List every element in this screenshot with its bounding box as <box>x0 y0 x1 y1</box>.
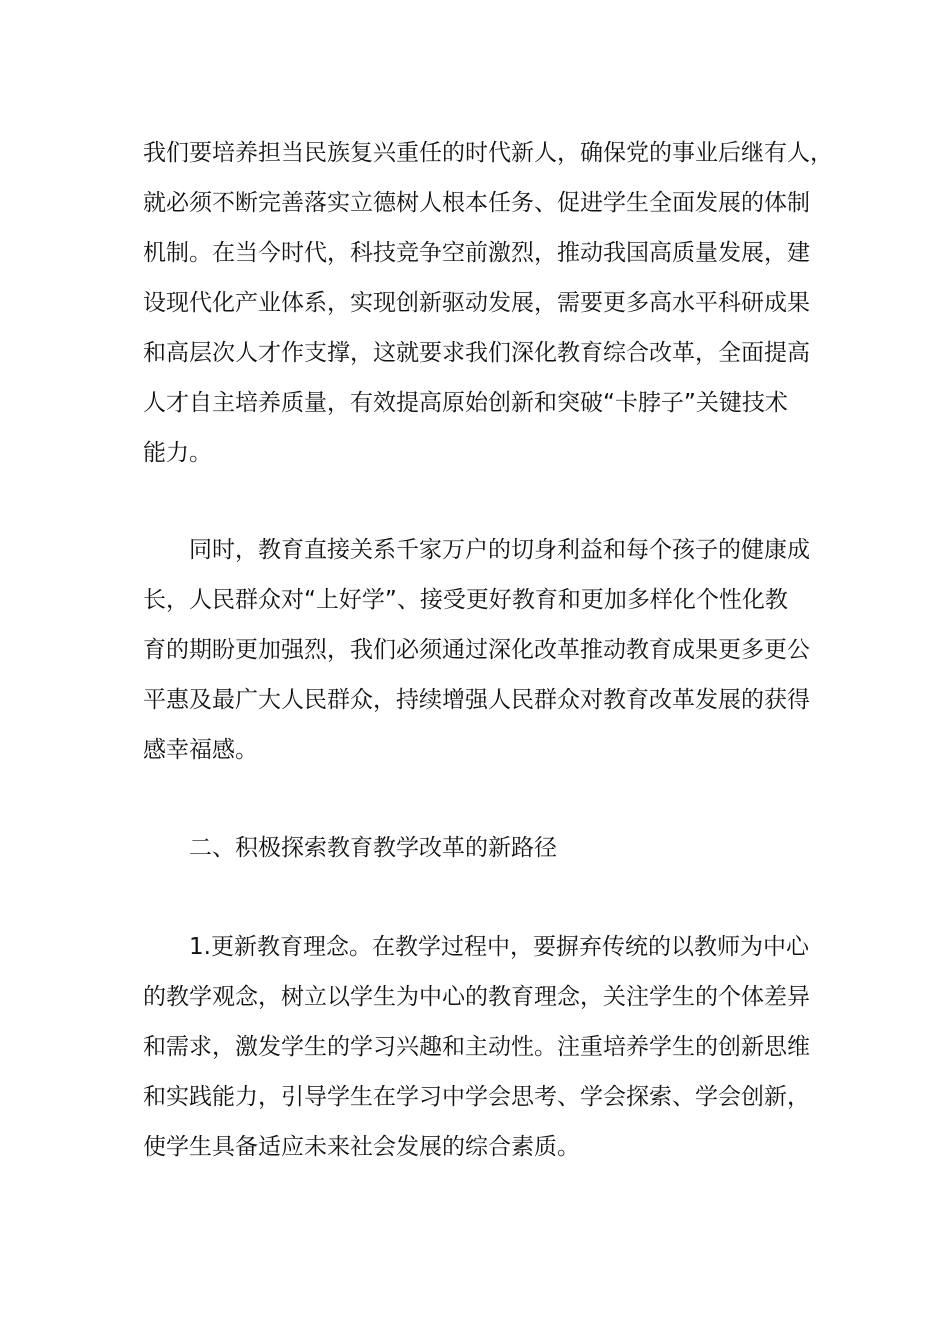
paragraph-line: 1.更新教育理念。在教学过程中，要摒弃传统的以教师为中心 <box>189 934 809 960</box>
paragraph-line: 和需求，激发学生的学习兴趣和主动性。注重培养学生的创新思维 <box>143 1034 810 1060</box>
paragraph-line: 机制。在当今时代，科技竞争空前激烈，推动我国高质量发展，建 <box>143 240 810 266</box>
paragraph-line: 和高层次人才作支撑，这就要求我们深化教育综合改革，全面提高 <box>143 340 810 366</box>
paragraph-line: 感幸福感。 <box>143 737 258 763</box>
paragraph-line: 长，人民群众对“上好学”、接受更好教育和更加多样化个性化教 <box>143 587 788 613</box>
paragraph-line: 人才自主培养质量，有效提高原始创新和突破“卡脖子”关键技术 <box>143 390 788 416</box>
paragraph-2 <box>143 525 815 775</box>
paragraph-line: 设现代化产业体系，实现创新驱动发展，需要更多高水平科研成果 <box>143 290 810 316</box>
section-heading-text: 二、积极探索教育教学改革的新路径 <box>189 835 557 861</box>
paragraph-line: 和实践能力，引导学生在学习中学会思考、学会探索、学会创新， <box>143 1084 810 1110</box>
paragraph-1 <box>143 128 833 478</box>
paragraph-3 <box>143 922 815 1172</box>
section-heading <box>143 823 815 873</box>
paragraph-line: 的教学观念，树立以学生为中心的教育理念，关注学生的个体差异 <box>143 984 810 1010</box>
paragraph-line: 育的期盼更加强烈，我们必须通过深化改革推动教育成果更多更公 <box>143 637 810 663</box>
paragraph-line: 就必须不断完善落实立德树人根本任务、促进学生全面发展的体制 <box>143 190 810 216</box>
paragraph-line: 平惠及最广大人民群众，持续增强人民群众对教育改革发展的获得 <box>143 687 810 713</box>
paragraph-line: 我们要培养担当民族复兴重任的时代新人，确保党的事业后继有人， <box>143 140 833 166</box>
paragraph-line: 能力。 <box>143 440 212 466</box>
paragraph-line: 同时，教育直接关系千家万户的切身利益和每个孩子的健康成 <box>189 537 810 563</box>
paragraph-line: 使学生具备适应未来社会发展的综合素质。 <box>143 1134 580 1160</box>
